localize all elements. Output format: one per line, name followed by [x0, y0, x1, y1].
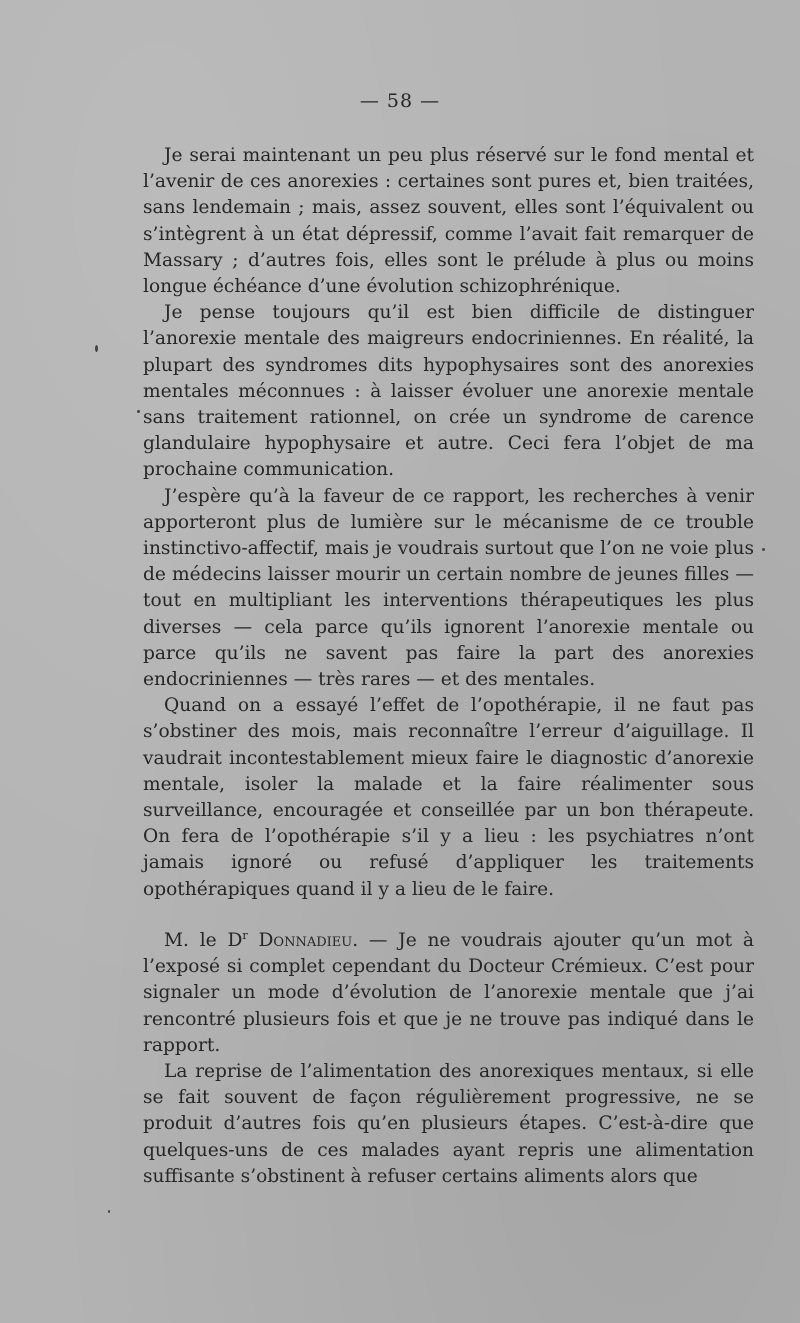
- dust-speck: [108, 1210, 110, 1213]
- speaker-prefix: M. le D: [164, 929, 243, 951]
- dust-speck: [762, 548, 765, 551]
- paragraph: Je serai maintenant un peu plus réservé sur le fond mental et l’avenir de ces anorexies : certaines sont pures et, bien traitées, sans lendemain ; mais, assez souvent, elles sont l’équivalent ou s’intègrent à un état dépressif, comme l’avait fait remarquer de Massary ; d’autres fois, elles sont le prélude à plus ou moins longue échéance d’une évolution schizophrénique.: [143, 145, 754, 298]
- speaker-text: . — Je ne voudrais ajouter qu’un mot à l’exposé si complet cependant du Docteur Crémieux. C’est pour signaler un mode d’évolution de l’anorexie mentale que j’ai rencontré plusieurs fois et que je ne trouve pas indiqué dans le rapport.: [143, 929, 754, 1056]
- dust-speck: [137, 410, 140, 413]
- body-text: [143, 143, 754, 1190]
- paragraph: Je pense toujours qu’il est bien difficile de distinguer l’anorexie mentale des maigreurs endocriniennes. En réalité, la plupart des syndromes dits hypophysaires sont des anorexies mentales méconnues : à laisser évoluer une anorexie mentale sans traitement rationnel, on crée un syndrome de carence glandulaire hypophysaire et autre. Ceci fera l’objet de ma prochaine communication.: [143, 302, 754, 481]
- paragraph: La reprise de l’alimentation des anorexiques mentaux, si elle se fait souvent de façon régulièrement progressive, ne se produit d’autres fois qu’en plusieurs étapes. C’est-à-dire que quelques-uns de ces malades ayant repris une alimentation suffisante s’obstinent à refuser certains aliments alors que: [143, 1060, 754, 1187]
- speaker-name: Donnadieu: [258, 929, 353, 951]
- paragraph: Quand on a essayé l’effet de l’opothérapie, il ne faut pas s’obstiner des mois, mais reconnaître l’erreur d’aiguillage. Il vaudrait incontestablement mieux faire le diagnostic d’anorexie mentale, isoler la malade et la faire réalimenter sous surveillance, encouragée et conseillée par un bon thérapeute. On fera de l’opothérapie s’il y a lieu : les psychiatres n’ont jamais ignoré ou refusé d’appliquer les traitements opothérapiques quand il y a lieu de le faire.: [143, 695, 754, 900]
- page-number: — 58 —: [359, 90, 441, 112]
- speaker-title-superscript: r: [242, 928, 248, 942]
- dust-speck: [95, 345, 98, 352]
- paragraph: J’espère qu’à la faveur de ce rapport, les recherches à venir apporteront plus de lumière sur le mécanisme de ce trouble instinctivo-affectif, mais je voudrais surtout que l’on ne voie plus de médecins laisser mourir un certain nombre de jeunes filles — tout en multipliant les interventions thérapeutiques les plus diverses — cela parce qu’ils ignorent l’anorexie mentale ou parce qu’ils ne savent pas faire la part des anorexies endocriniennes — très rares — et des mentales.: [143, 485, 754, 691]
- speaker-paragraph: [143, 928, 754, 1059]
